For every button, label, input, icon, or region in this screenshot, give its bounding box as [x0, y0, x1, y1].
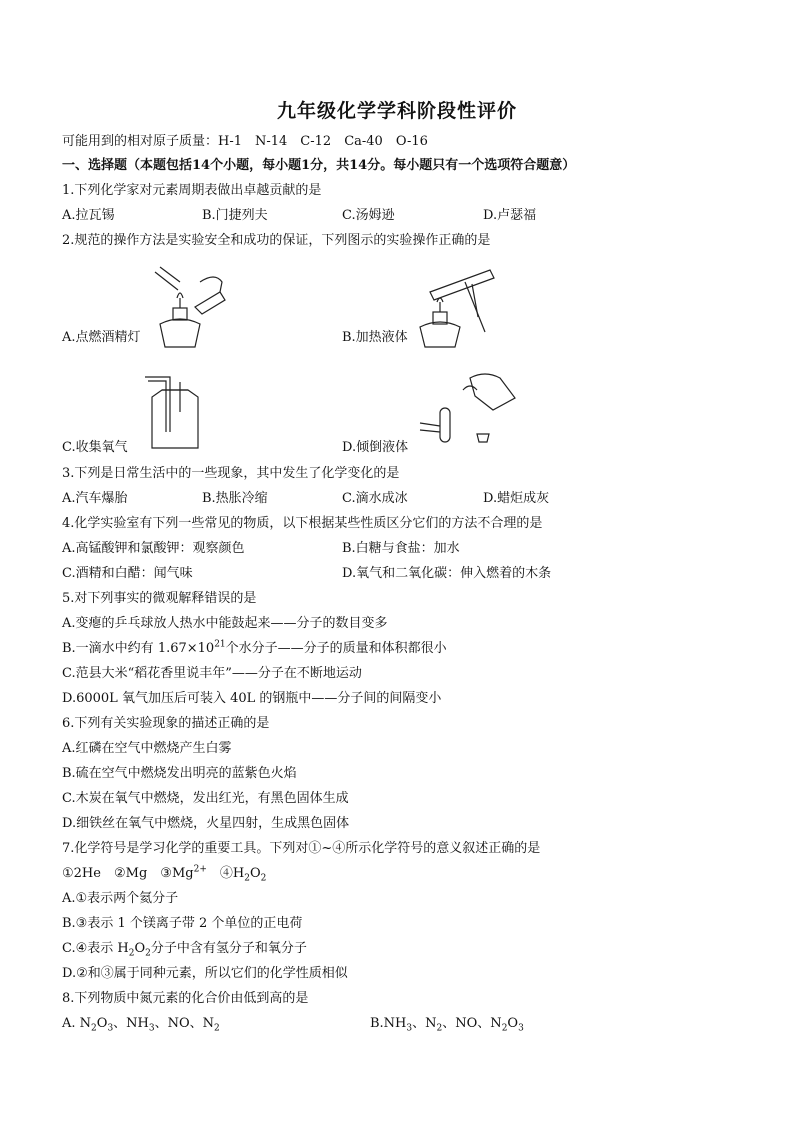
q8-option-b: $B.NH_3$、$N_2$、NO、$N_2O_3$: [370, 1016, 524, 1034]
q5-option-c: C.范县大米“稻花香里说丰年”——分子在不断地运动: [62, 666, 362, 681]
q3-option-d: D.蜡炬成灰: [483, 491, 550, 506]
pouring-liquid-figure: [415, 368, 525, 452]
q2-stem: 2.规范的操作方法是实验安全和成功的保证，下列图示的实验操作正确的是: [62, 233, 491, 248]
q2-option-b: B.加热液体: [342, 330, 408, 345]
q4-option-c: C.酒精和白醋：闻气味: [62, 566, 193, 581]
q6-option-b: B.硫在空气中燃烧发出明亮的蓝紫色火焰: [62, 766, 297, 781]
q4-option-a: A.高锰酸钾和氯酸钾：观察颜色: [62, 541, 245, 556]
q5-option-d: D.6000L 氧气加压后可装入 40L 的钢瓶中——分子间的间隔变小: [62, 691, 442, 706]
collecting-oxygen-figure: [140, 372, 210, 452]
q2-option-a: A.点燃酒精灯: [62, 330, 141, 345]
q5-stem: 5.对下列事实的微观解释错误的是: [62, 591, 257, 606]
heating-liquid-figure: [410, 262, 510, 350]
q3-option-b: B.热胀冷缩: [202, 491, 268, 506]
q7-symbols: ①2He ②Mg $③Mg^{2+}$ $④H_2O_2$: [62, 864, 267, 884]
q6-option-d: D.细铁丝在氧气中燃烧，火星四射，生成黑色固体: [62, 816, 350, 831]
section-heading: 一、选择题（本题包括14个小题，每小题1分，共14分。每小题只有一个选项符合题意）: [62, 158, 576, 173]
q3-stem: 3.下列是日常生活中的一些现象，其中发生了化学变化的是: [62, 466, 400, 481]
q7-stem: 7.化学符号是学习化学的重要工具。下列对①~④所示化学符号的意义叙述正确的是: [62, 841, 541, 856]
q1-option-d: D.卢瑟福: [483, 208, 537, 223]
q4-stem: 4.化学实验室有下列一些常见的物质，以下根据某些性质区分它们的方法不合理的是: [62, 516, 543, 531]
q7-option-c: C.④表示 $H_2O_2$分子中含有氢分子和氧分子: [62, 941, 307, 959]
q5-option-a: A.变瘪的乒乓球放人热水中能鼓起来——分子的数目变多: [62, 616, 388, 631]
q6-option-a: A.红磷在空气中燃烧产生白雾: [62, 741, 232, 756]
q3-option-c: C.滴水成冰: [342, 491, 408, 506]
q5-option-b: B.一滴水中约有 $1.67\times 10^{21}$个水分子——分子的质量和体积都很小: [62, 639, 447, 656]
q7-option-b: B.③表示 1 个镁离子带 2 个单位的正电荷: [62, 916, 303, 931]
q1-option-c: C.汤姆逊: [342, 208, 395, 223]
atomic-masses: 可能用到的相对原子质量：H-1 N-14 C-12 Ca-40 O-16: [62, 134, 428, 149]
page-title: 九年级化学学科阶段性评价: [276, 100, 517, 122]
q1-option-b: B.门捷列夫: [202, 208, 268, 223]
q6-stem: 6.下列有关实验现象的描述正确的是: [62, 716, 270, 731]
q6-option-c: C.木炭在氧气中燃烧，发出红光，有黑色固体生成: [62, 791, 349, 806]
q8-stem: 8.下列物质中氮元素的化合价由低到高的是: [62, 991, 309, 1006]
q2-option-d: D.倾倒液体: [342, 440, 409, 455]
q8-option-a: A. $N_2O_3$、$NH_3$、NO、$N_2$: [62, 1016, 220, 1034]
q7-option-d: D.②和③属于同种元素，所以它们的化学性质相似: [62, 966, 348, 981]
alcohol-lamp-lighting-figure: [140, 262, 230, 350]
q4-option-d: D.氧气和二氧化碳：伸入燃着的木条: [342, 566, 552, 581]
q2-option-c: C.收集氧气: [62, 440, 128, 455]
q1-option-a: A.拉瓦锡: [62, 208, 115, 223]
q1-stem: 1.下列化学家对元素周期表做出卓越贡献的是: [62, 183, 322, 198]
q4-option-b: B.白糖与食盐：加水: [342, 541, 460, 556]
q3-option-a: A.汽车爆胎: [62, 491, 128, 506]
q7-option-a: A.①表示两个氦分子: [62, 891, 179, 906]
